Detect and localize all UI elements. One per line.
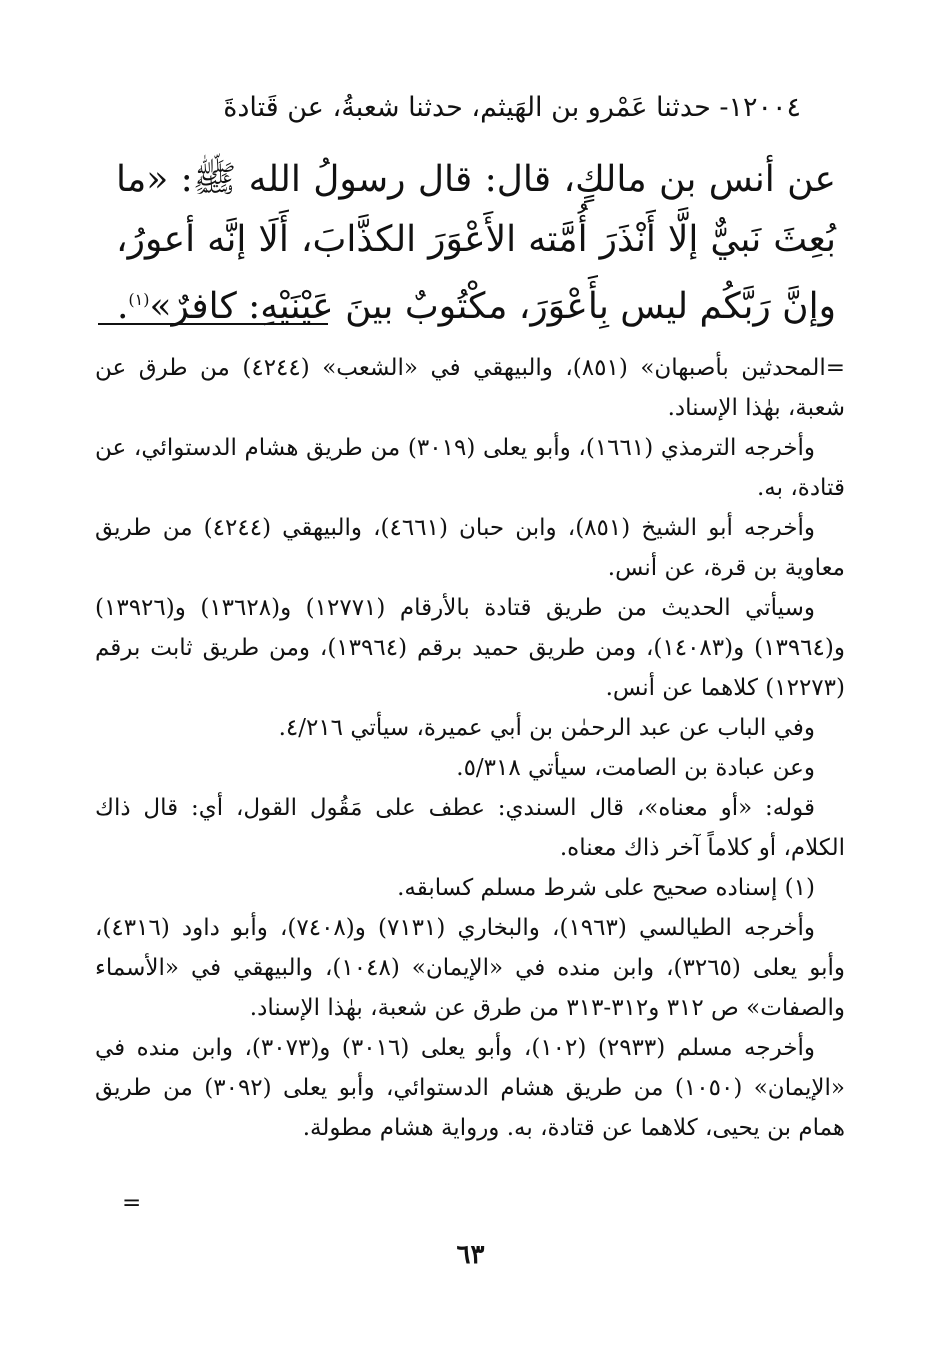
footnotes <box>95 348 845 1148</box>
continuation-mark: = <box>122 1190 142 1216</box>
note-paragraph: وأخرجه الطيالسي (١٩٦٣)، والبخاري (٧١٣١) و(٧٤٠٨)، وأبو داود (٤٣١٦)، وأبو يعلى (٣٢٦٥)، وابن منده في «الإيمان» (١٠٤٨)، والبيهقي في «الأسماء والصفات» ص ٣١٢ و٣١٢-٣١٣ من طرق عن شعبة، بهٰذا الإسناد. <box>95 915 845 1021</box>
note-paragraph: =المحدثين بأصبهان» (٨٥١)، والبيهقي في «الشعب» (٤٢٤٤) من طرق عن شعبة، بهٰذا الإسناد. <box>95 355 845 421</box>
hadith-text <box>116 150 836 337</box>
hadith-number-line: ١٢٠٠٤- حدثنا عَمْرو بن الهَيثم، حدثنا شعبةُ، عن قَتادةَ <box>223 92 801 123</box>
footnote-separator <box>98 323 328 325</box>
footnote-1: (١) إسناده صحيح على شرط مسلم كسابقه. <box>397 875 815 901</box>
note-paragraph: وفي الباب عن عبد الرحمٰن بن أبي عميرة، سيأتي ٤/٢١٦. <box>278 715 815 741</box>
note-paragraph: وأخرجه أبو الشيخ (٨٥١)، وابن حبان (٤٦٦١)، والبيهقي (٤٢٤٤) من طريق معاوية بن قرة، عن أنس. <box>95 515 845 581</box>
note-paragraph: وسيأتي الحديث من طريق قتادة بالأرقام (١٢٧٧١) و(١٣٦٢٨) و(١٣٩٢٦) و(١٣٩٦٤) و(١٤٠٨٣)، ومن طريق حميد برقم (١٣٩٦٤)، ومن طريق ثابت برقم (١٢٢٧٣) كلاهما عن أنس. <box>95 595 845 701</box>
note-paragraph: وعن عبادة بن الصامت، سيأتي ٥/٣١٨. <box>456 755 815 781</box>
note-paragraph: وأخرجه مسلم (٢٩٣٣) (١٠٢)، وأبو يعلى (٣٠١٦) و(٣٠٧٣)، وابن منده في «الإيمان» (١٠٥٠) من طريق هشام الدستوائي، وأبو يعلى (٣٠٩٢) من طريق همام بن يحيى، كلاهما عن قتادة، به. ورواية هشام مطولة. <box>95 1035 845 1141</box>
hadith-end-mark: . <box>116 286 129 327</box>
page-number: ٦٣ <box>456 1240 485 1270</box>
note-paragraph: وأخرجه الترمذي (١٦٦١)، وأبو يعلى (٣٠١٩) من طريق هشام الدستوائي، عن قتادة، به. <box>95 435 845 501</box>
hadith-matn: عن أنس بن مالكٍ، قال: قال رسولُ الله ﷺ: «ما بُعِثَ نَبيٌّ إلَّا أَنْذَرَ أُمَّته الأَعْوَرَ الكذَّابَ، أَلَا إنَّه أعورُ، وإنَّ رَبَّكُم ليس بِأَعْوَرَ، مكْتُوبٌ بينَ عَيْنَيْهِ: كافرٌ» <box>116 159 836 327</box>
note-paragraph: قوله: «أو معناه»، قال السندي: عطف على مَقُول القول، أي: قال ذاك الكلام، أو كلاماً آخر ذاك معناه. <box>95 795 845 861</box>
footnote-ref: (١) <box>128 290 150 309</box>
